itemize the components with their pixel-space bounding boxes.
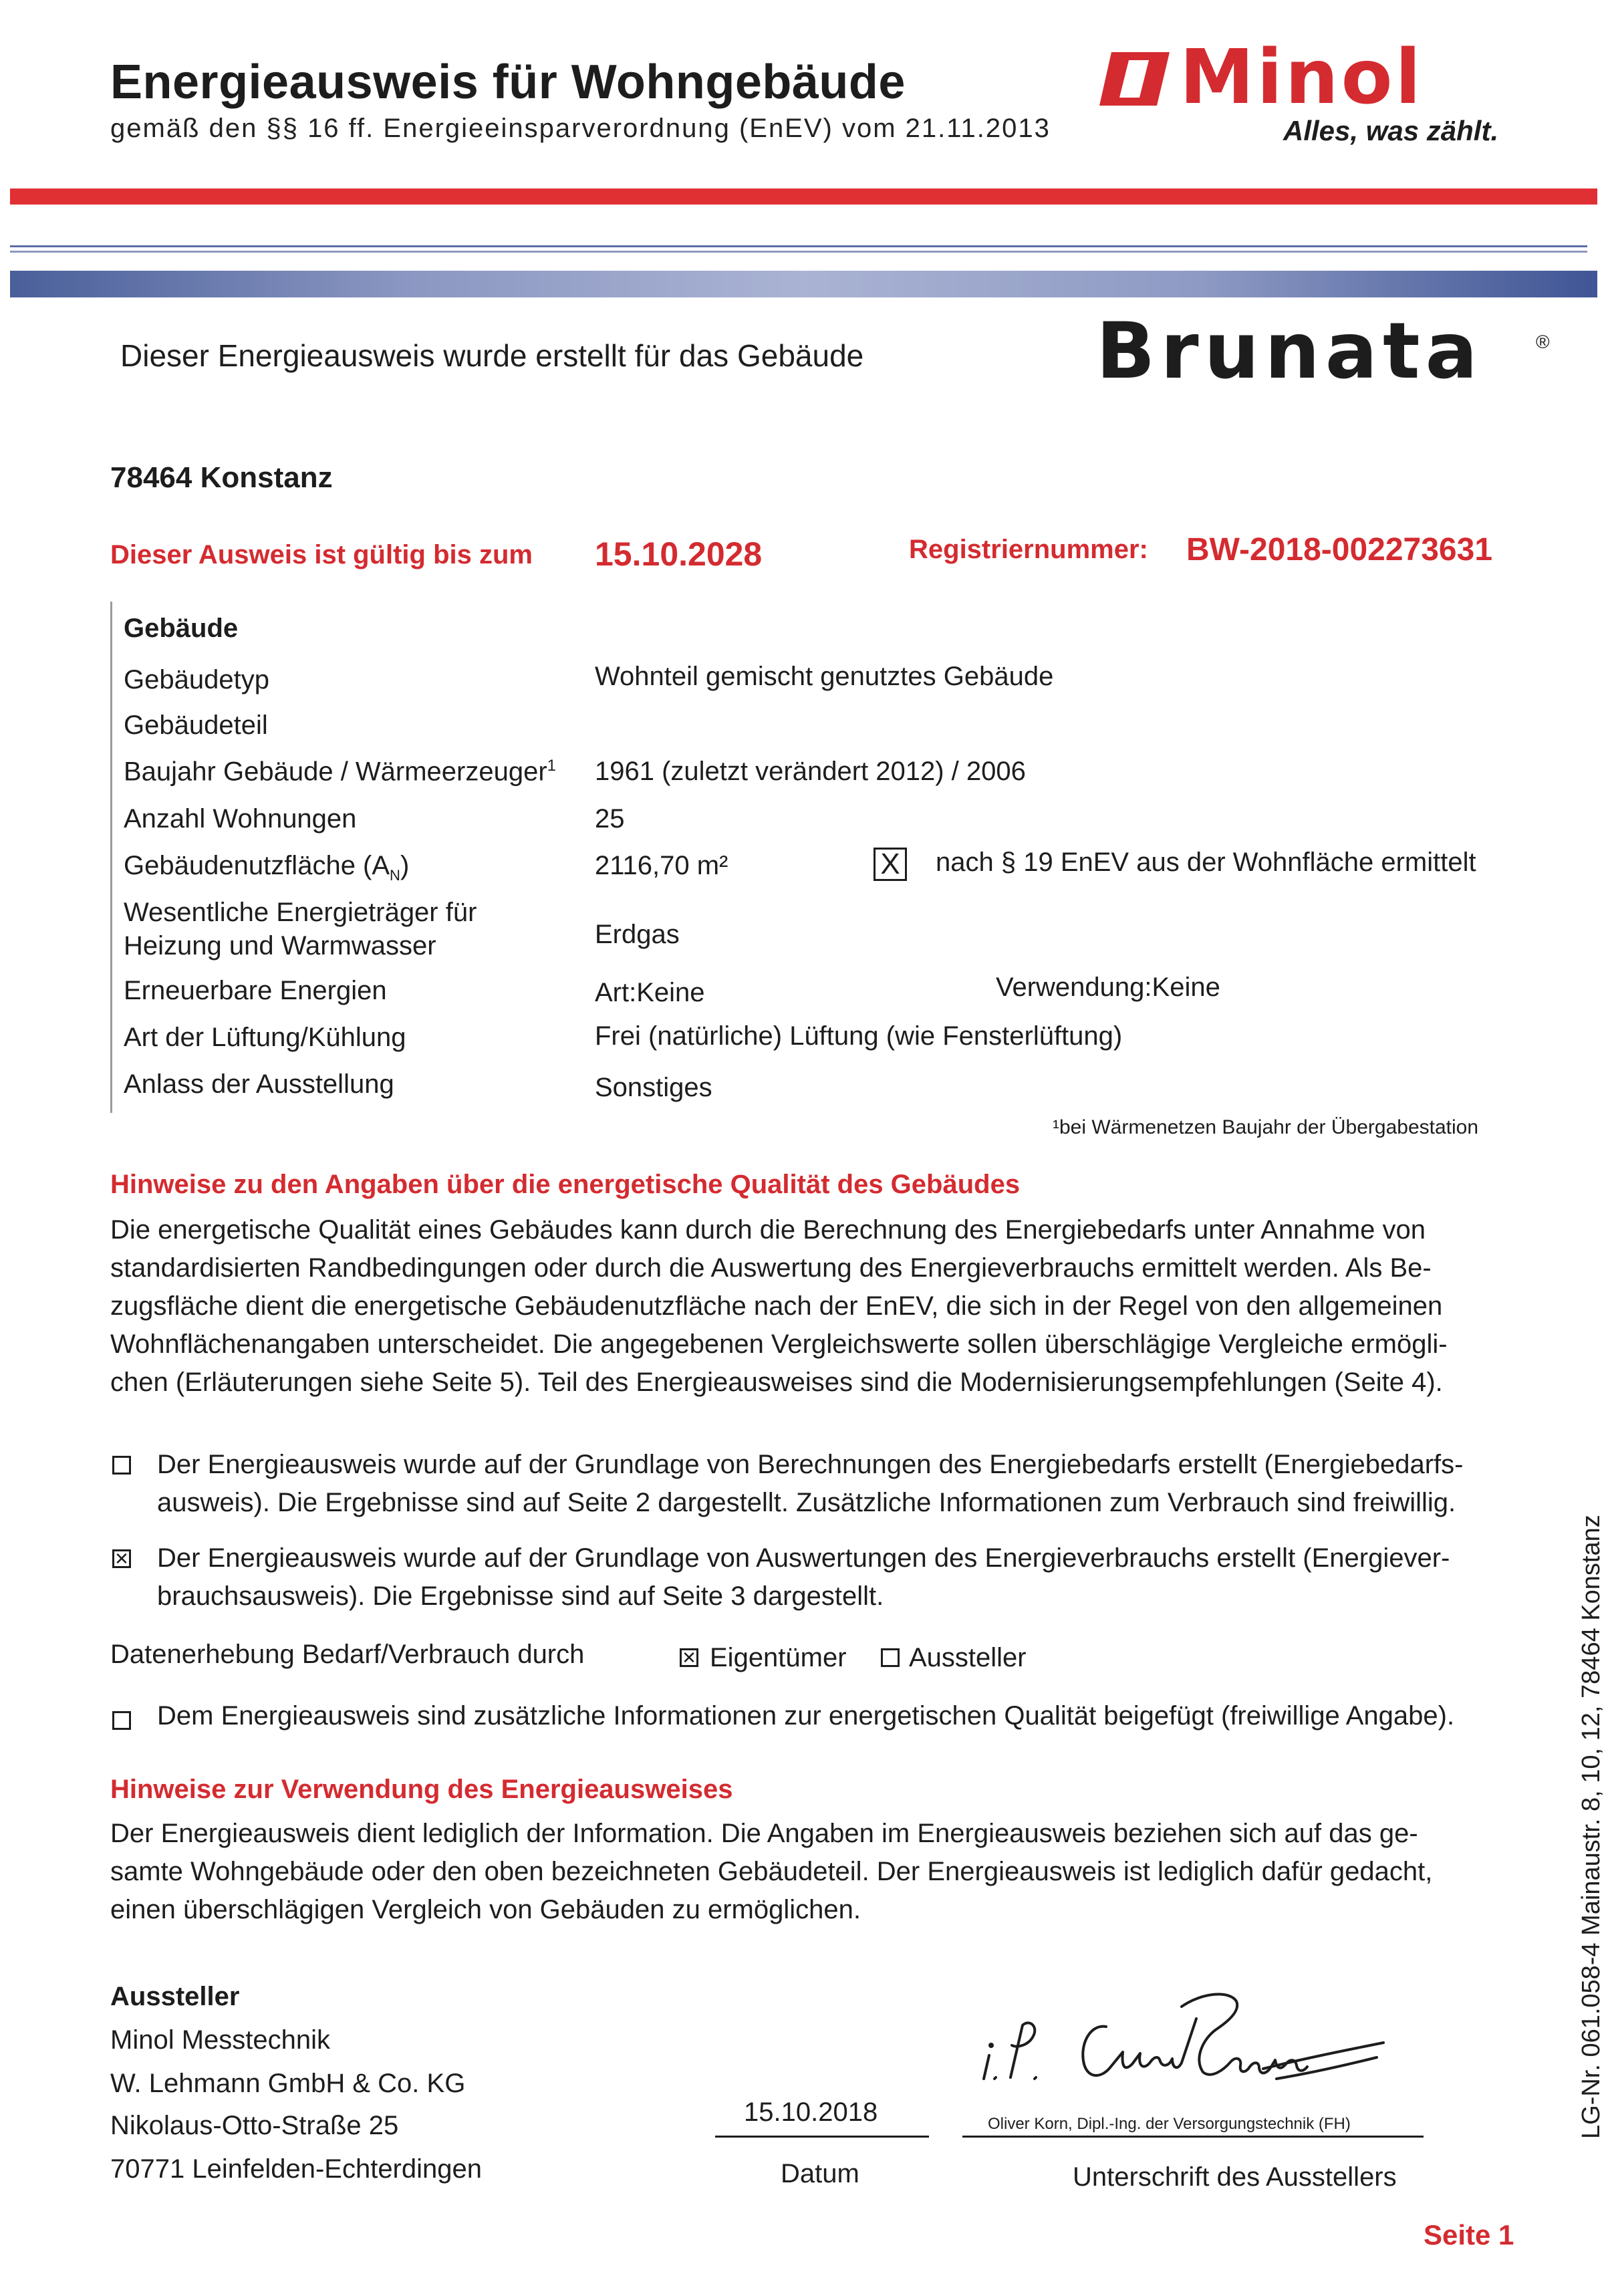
document-subtitle: gemäß den §§ 16 ff. Energieeinsparverordnung (EnEV) vom 21.11.2013 bbox=[110, 114, 1051, 143]
signature-image bbox=[969, 1979, 1403, 2112]
consumption-checkbox[interactable]: ✕ bbox=[112, 1549, 131, 1568]
floor-area-value: 2116,70 m² bbox=[595, 851, 728, 880]
blue-stripe bbox=[10, 271, 1597, 297]
validity-label: Dieser Ausweis ist gültig bis zum bbox=[110, 540, 533, 569]
footnote: ¹bei Wärmenetzen Baujahr der Übergabestation bbox=[1053, 1116, 1479, 1138]
usage-notes-text: Der Energieausweis dient lediglich der Information. Die Angaben im Energieausweis beziehen sich auf das ge- samte Wohngebäude oder den oben bezeichneten Gebäudeteil. Der Energieausweis ist lediglich dafür gedacht, einen überschlägigen Vergleich von Gebäuden zu ermöglichen. bbox=[110, 1819, 1433, 1924]
building-part-label: Gebäudeteil bbox=[124, 711, 268, 740]
brunata-logo: Brunata bbox=[1096, 306, 1483, 396]
energy-carrier-value: Erdgas bbox=[595, 920, 680, 949]
signature-label: Unterschrift des Ausstellers bbox=[1073, 2162, 1397, 2192]
page-number: Seite 1 bbox=[1424, 2219, 1514, 2251]
issuer-heading: Aussteller bbox=[110, 1982, 240, 2011]
minol-logo-text: Minol bbox=[1180, 34, 1424, 121]
owner-checkbox[interactable]: ✕ bbox=[680, 1648, 698, 1667]
ventilation-value: Frei (natürliche) Lüftung (wie Fensterlüftung) bbox=[595, 1021, 1123, 1051]
energy-carrier-label-2: Heizung und Warmwasser bbox=[124, 931, 436, 961]
date-label: Datum bbox=[781, 2159, 859, 2188]
usage-notes-title: Hinweise zur Verwendung des Energieausweises bbox=[110, 1775, 733, 1804]
additional-info-text: Dem Energieausweis sind zusätzliche Informationen zur energetischen Qualität beigefügt (freiwillige Angabe). bbox=[157, 1701, 1455, 1731]
issuer-option-label: Aussteller bbox=[909, 1643, 1027, 1672]
quality-notes-title: Hinweise zu den Angaben über die energetische Qualität des Gebäudes bbox=[110, 1170, 1021, 1199]
floor-area-note: nach § 19 EnEV aus der Wohnfläche ermittelt bbox=[936, 848, 1476, 877]
apartments-value: 25 bbox=[595, 804, 625, 834]
date-line bbox=[715, 2136, 929, 2138]
signer-name: Oliver Korn, Dipl.-Ing. der Versorgungstechnik (FH) bbox=[988, 2115, 1351, 2133]
building-city: 78464 Konstanz bbox=[110, 461, 333, 494]
data-collection-label: Datenerhebung Bedarf/Verbrauch durch bbox=[110, 1640, 585, 1669]
issue-reason-label: Anlass der Ausstellung bbox=[124, 1069, 394, 1099]
quality-notes-text: Die energetische Qualität eines Gebäudes kann durch die Berechnung des Energiebedarfs unter Annahme von standardisierten Randbedingungen oder durch die Auswertung des Energieverbrauchs ermittelt werden. Als Be- zugsfläche dient die energetische Gebäudenutzfläche nach der EnEV, die sich in der Regel von den allgemeinen Wohnflächenangaben unterscheidet. Die angegebenen Vergleichswerte sollen überschlägige Vergleiche ermögli- chen (Erläuterungen siehe Seite 5). Teil des Energieausweises sind die Modernisierungsempfehlungen (Seite 4). bbox=[110, 1215, 1448, 1397]
energy-carrier-label-1: Wesentliche Energieträger für bbox=[124, 898, 477, 927]
validity-date: 15.10.2028 bbox=[595, 535, 763, 573]
registered-mark: ® bbox=[1536, 332, 1550, 352]
renewables-usage: Verwendung:Keine bbox=[996, 973, 1220, 1002]
renewables-type: Art:Keine bbox=[595, 978, 705, 1007]
minol-tagline: Alles, was zählt. bbox=[1283, 115, 1499, 146]
building-type-value: Wohnteil gemischt genutztes Gebäude bbox=[595, 662, 1054, 691]
minol-logo-icon bbox=[1099, 52, 1170, 106]
renewables-label: Erneuerbare Energien bbox=[124, 976, 387, 1005]
issue-date: 15.10.2018 bbox=[744, 2097, 878, 2127]
apartments-label: Anzahl Wohnungen bbox=[124, 804, 357, 834]
owner-label: Eigentümer bbox=[710, 1643, 847, 1672]
floor-area-checkbox[interactable]: X bbox=[874, 848, 907, 881]
registration-number: BW-2018-002273631 bbox=[1186, 532, 1493, 567]
document-title: Energieausweis für Wohngebäude bbox=[110, 55, 906, 109]
side-reference-text: LG-Nr. 061.058-4 Mainaustr. 8, 10, 12, 78464 Konstanz bbox=[1577, 1515, 1605, 2139]
construction-year-label: Baujahr Gebäude / Wärmeerzeuger$^1$ bbox=[124, 757, 557, 787]
demand-checkbox[interactable] bbox=[112, 1456, 131, 1475]
signature-line bbox=[962, 2136, 1424, 2138]
issuer-checkbox[interactable] bbox=[881, 1648, 900, 1667]
thin-stripe bbox=[10, 245, 1587, 247]
red-stripe bbox=[10, 188, 1597, 205]
demand-option-text: Der Energieausweis wurde auf der Grundlage von Berechnungen des Energiebedarfs erstellt (Energiebedarfs- ausweis). Die Ergebnisse sind auf Seite 2 dargestellt. Zusätzliche Informationen zum Verbrauch sind freiwillig. bbox=[157, 1450, 1464, 1517]
table-left-border bbox=[110, 602, 112, 1113]
consumption-option-text: Der Energieausweis wurde auf der Grundlage von Auswertungen des Energieverbrauchs erstellt (Energiever- brauchsausweis). Die Ergebnisse sind auf Seite 3 dargestellt. bbox=[157, 1543, 1450, 1611]
additional-info-checkbox[interactable] bbox=[112, 1711, 131, 1730]
registration-label: Registriernummer: bbox=[909, 535, 1148, 564]
issuer-line: 70771 Leinfelden-Echterdingen bbox=[110, 2154, 482, 2184]
issuer-line: Nikolaus-Otto-Straße 25 bbox=[110, 2111, 399, 2140]
building-section-title: Gebäude bbox=[124, 614, 239, 643]
issuer-line: W. Lehmann GmbH & Co. KG bbox=[110, 2069, 466, 2098]
thin-stripe bbox=[10, 251, 1587, 253]
building-type-label: Gebäudetyp bbox=[124, 665, 269, 694]
issuer-line: Minol Messtechnik bbox=[110, 2025, 331, 2055]
issue-reason-value: Sonstiges bbox=[595, 1073, 712, 1102]
ventilation-label: Art der Lüftung/Kühlung bbox=[124, 1023, 406, 1052]
created-for-text: Dieser Energieausweis wurde erstellt für das Gebäude bbox=[120, 338, 864, 373]
floor-area-label: Gebäudenutzfläche $(A_N)$ bbox=[124, 851, 410, 884]
construction-year-value: 1961 (zuletzt verändert 2012) / 2006 bbox=[595, 757, 1026, 786]
